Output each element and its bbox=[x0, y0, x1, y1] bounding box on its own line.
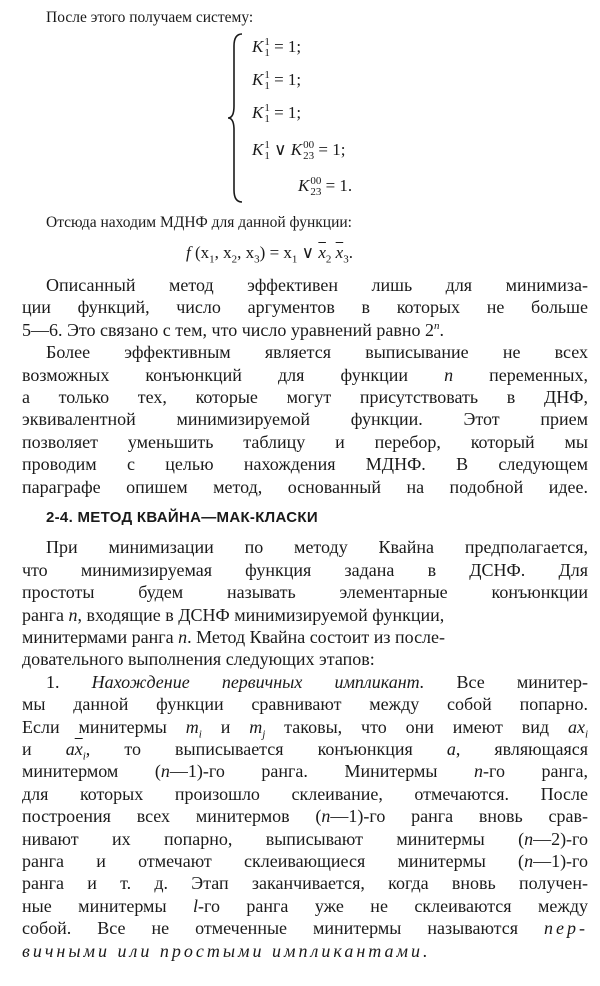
var: n bbox=[444, 364, 454, 385]
sub: j bbox=[262, 728, 266, 741]
para4-line-5 bbox=[22, 762, 588, 780]
text: переменных, bbox=[489, 364, 588, 385]
text: —2)-го bbox=[533, 828, 588, 849]
para1-line-2: ции функций, число аргументов в которых не больше bbox=[22, 297, 588, 318]
negated-var: $\overline{x}$ bbox=[335, 243, 344, 262]
sub: i bbox=[198, 728, 202, 741]
formula-text: . bbox=[348, 243, 353, 262]
text: , входящие в ДСНФ минимизируемой функции, bbox=[77, 604, 445, 625]
sup: 1 bbox=[264, 139, 270, 151]
para4-line-10: ранга и т. д. Этап заканчивается, когда вновь получен- bbox=[22, 873, 588, 894]
k-symbol: K bbox=[252, 36, 264, 56]
para2-line-3: а только тех, которые могут присутствовать в ДНФ, bbox=[22, 387, 588, 407]
text: , то выписывается конъюнкция bbox=[85, 739, 413, 759]
system-line-2 bbox=[252, 70, 301, 92]
sub: 1 bbox=[209, 253, 215, 266]
rhs: = 1; bbox=[274, 69, 302, 89]
para3-line-5 bbox=[22, 628, 445, 646]
sub: 1 bbox=[264, 47, 270, 59]
var: n bbox=[68, 604, 78, 625]
rhs: = 1; bbox=[274, 36, 302, 56]
para2-line-4: эквивалентной минимизируемой функции. Этот прием bbox=[22, 409, 588, 430]
var: m bbox=[249, 716, 263, 737]
para3-line-2: что минимизируемая функция задана в ДСНФ. Для bbox=[22, 559, 588, 580]
sub: 23 bbox=[303, 150, 315, 162]
var: l bbox=[193, 895, 199, 916]
rhs: = 1; bbox=[274, 102, 302, 122]
or-operator: ∨ bbox=[297, 243, 319, 262]
sup: 1 bbox=[264, 69, 270, 81]
para1-line-3 bbox=[22, 321, 444, 339]
formula-text: ) = x bbox=[259, 243, 292, 262]
sup: 00 bbox=[303, 139, 315, 151]
text: Все минитер- bbox=[456, 671, 588, 692]
f-symbol: f bbox=[186, 243, 191, 262]
text: ные минитермы bbox=[22, 895, 167, 916]
para4-line-13 bbox=[22, 942, 430, 960]
para3-line-1: При минимизации по методу Квайна предполагается, bbox=[46, 537, 588, 558]
or-operator: ∨ bbox=[274, 139, 287, 159]
text: —1)-го ранга вновь срав- bbox=[330, 806, 588, 827]
formula-text: (x bbox=[194, 243, 210, 262]
para4-line-6: для которых произошло склеивание, отмечаются. После bbox=[22, 783, 588, 804]
sub: 23 bbox=[310, 186, 322, 198]
system-line-3 bbox=[252, 103, 301, 125]
find-line: Отсюда находим МДНФ для данной функции: bbox=[46, 214, 352, 231]
var: m bbox=[185, 716, 199, 737]
para4-line-2: мы данной функции сравнивают между собой попарно. bbox=[22, 694, 588, 715]
section-heading: 2-4. МЕТОД КВАЙНА—МАК-КЛАСКИ bbox=[46, 509, 318, 526]
para4-line-11 bbox=[22, 897, 588, 915]
sup: 1 bbox=[264, 102, 270, 114]
k-symbol: K bbox=[252, 139, 264, 159]
sup: 00 bbox=[310, 175, 322, 187]
para2-line-5: позволяет уменьшить таблицу и перебор, который мы bbox=[22, 431, 588, 452]
negated-var: $\overline{x}$ bbox=[74, 739, 83, 759]
para2-line-7: параграфе опишем метод, основанный на подобной идее. bbox=[22, 476, 588, 497]
sub: 1 bbox=[264, 113, 270, 125]
text: построения всех минитермов ( bbox=[22, 806, 322, 827]
var: n bbox=[524, 851, 534, 871]
sub: 1 bbox=[264, 80, 270, 92]
formula-text: , x bbox=[214, 243, 232, 262]
text: , являющаяся bbox=[455, 739, 589, 759]
sub: i bbox=[82, 750, 86, 763]
text: Если минитермы bbox=[22, 716, 167, 737]
sub: 2 bbox=[231, 253, 238, 266]
system-line-4 bbox=[252, 140, 345, 162]
para2-line-6: проводим с целью нахождения МДНФ. В следующем bbox=[22, 454, 588, 475]
text: -го ранга уже не склеиваются между bbox=[198, 895, 588, 916]
k-symbol: K bbox=[298, 175, 310, 195]
sub: 3 bbox=[343, 253, 349, 266]
text: нивают их попарно, выписывают минитермы ( bbox=[22, 828, 525, 849]
text: собой. Все не отмеченные минитермы называются bbox=[22, 918, 519, 939]
text: —1)-го ранга. Минитермы bbox=[169, 761, 438, 782]
text: . Метод Квайна состоит из после- bbox=[187, 627, 446, 647]
var: a bbox=[446, 739, 456, 759]
para3-line-3: простоты будем называть элементарные конъюнкции bbox=[22, 582, 588, 603]
text: ранга bbox=[22, 604, 64, 625]
para4-line-9 bbox=[22, 852, 588, 870]
var: n bbox=[524, 828, 534, 849]
para2-line-1: Более эффективным является выписывание не всех bbox=[46, 342, 588, 363]
text: и bbox=[22, 739, 32, 759]
text: 5—6. Это связано с тем, что число уравнений равно 2 bbox=[22, 319, 434, 340]
intro-line: После этого получаем систему: bbox=[46, 9, 254, 26]
para4-line-7 bbox=[22, 807, 588, 825]
text: минитермом ( bbox=[22, 761, 161, 782]
var: ax bbox=[567, 716, 585, 737]
mdnf-formula bbox=[186, 243, 353, 266]
k-symbol: K bbox=[290, 139, 303, 159]
sub: i bbox=[584, 728, 589, 741]
para4-line-1 bbox=[46, 673, 588, 691]
para4-line-8 bbox=[22, 830, 588, 848]
var: a bbox=[65, 739, 75, 759]
formula-text: , x bbox=[237, 243, 255, 262]
sub: 3 bbox=[254, 253, 260, 266]
text: . bbox=[439, 319, 444, 340]
para3-line-4 bbox=[22, 606, 588, 624]
text: таковы, что они имеют вид bbox=[284, 716, 550, 737]
text: -го ранга, bbox=[483, 761, 589, 782]
sup: 1 bbox=[264, 36, 270, 48]
var: n bbox=[160, 761, 170, 782]
para4-line-12 bbox=[22, 919, 588, 937]
system-line-1 bbox=[252, 37, 301, 59]
para3-line-6: довательного выполнения следующих этапов: bbox=[22, 649, 375, 670]
text: ранга и отмечают склеивающиеся минитермы ( bbox=[22, 851, 525, 871]
var: n bbox=[474, 761, 484, 782]
spaced-text: пер- bbox=[544, 918, 589, 939]
text: и bbox=[220, 716, 231, 737]
sub: 1 bbox=[264, 150, 270, 162]
system-brace bbox=[226, 32, 246, 204]
italic-title: Нахождение первичных импликант. bbox=[91, 671, 425, 692]
rhs: = 1; bbox=[318, 139, 346, 159]
text: 1. bbox=[46, 671, 60, 692]
text: —1)-го bbox=[533, 851, 588, 871]
var: n bbox=[321, 806, 331, 827]
negated-var: $\overline{x}$ bbox=[318, 243, 326, 262]
system-line-5 bbox=[298, 176, 352, 198]
text: возможных конъюнкций для функции bbox=[22, 364, 408, 385]
para4-line-4 bbox=[22, 739, 589, 763]
text: минитермами ранга bbox=[22, 627, 174, 647]
k-symbol: K bbox=[252, 102, 264, 122]
para2-line-2 bbox=[22, 366, 588, 384]
sup: n bbox=[433, 319, 440, 332]
para1-line-1: Описанный метод эффективен лишь для минимиза- bbox=[46, 275, 588, 295]
k-symbol: K bbox=[252, 69, 264, 89]
spaced-text: вичными или простыми импликантами. bbox=[22, 940, 431, 961]
para4-line-3 bbox=[22, 716, 589, 741]
var: n bbox=[178, 627, 188, 647]
sub: 1 bbox=[291, 253, 298, 266]
rhs: = 1. bbox=[325, 175, 353, 195]
sub: 2 bbox=[325, 253, 332, 266]
